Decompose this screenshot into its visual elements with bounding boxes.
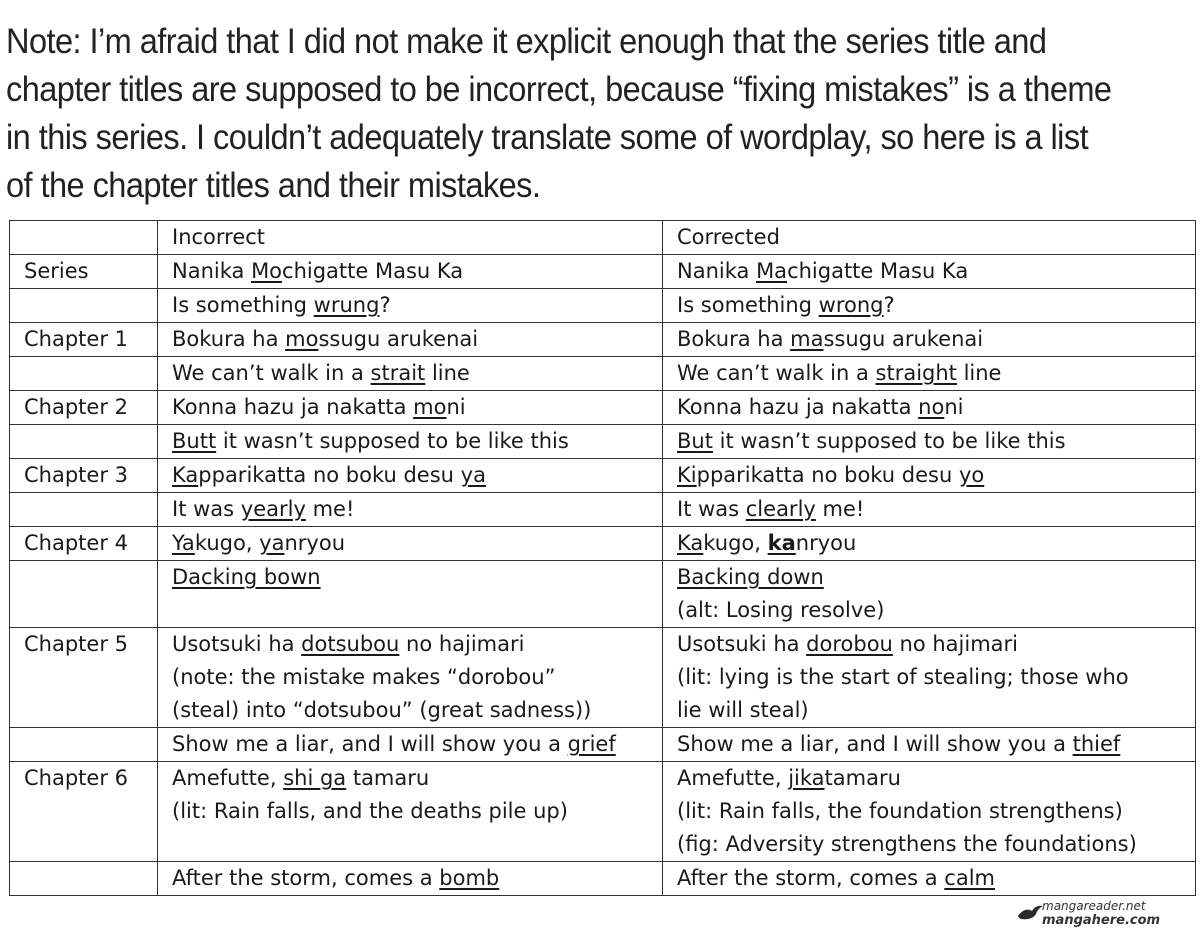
cell-text: We can’t walk in a — [677, 361, 876, 385]
cell-line — [172, 357, 654, 390]
cell-line — [677, 425, 1187, 458]
table-row — [10, 561, 1196, 628]
corrected-cell — [663, 728, 1196, 762]
cell-line — [172, 762, 654, 795]
table-row — [10, 459, 1196, 493]
row-label — [10, 862, 158, 896]
marked-text: thief — [1072, 732, 1121, 756]
row-label: Chapter 3 — [10, 459, 158, 493]
incorrect-cell — [158, 493, 663, 527]
table-body — [10, 221, 1196, 896]
cell-text: Konna hazu ja nakatta — [172, 395, 414, 419]
cell-text: no hajimari — [892, 632, 1019, 656]
cell-text: Bokura ha — [172, 327, 286, 351]
cell-text: it wasn’t supposed to be like this — [216, 429, 569, 453]
cell-text: ? — [379, 293, 391, 317]
table-row — [10, 289, 1196, 323]
corrected-cell — [663, 762, 1196, 862]
cell-text: Usotsuki ha — [677, 632, 807, 656]
table-row — [10, 391, 1196, 425]
table-row — [10, 425, 1196, 459]
column-header: Incorrect — [158, 221, 663, 255]
cell-text: ni — [944, 395, 964, 419]
watermark — [1016, 900, 1186, 930]
marked-text: Ka — [172, 463, 199, 487]
cell-line — [677, 391, 1187, 424]
marked-text: dotsubou — [301, 632, 400, 656]
cell-text: Nanika — [172, 259, 252, 283]
cell-text: (lit: Rain falls, and the deaths pile up) — [172, 799, 568, 823]
marked-text: clearly — [745, 497, 816, 521]
cell-text: Bokura ha — [677, 327, 791, 351]
watermark-line-2: mangahere.com — [1042, 913, 1161, 928]
column-header: Corrected — [663, 221, 1196, 255]
marked-text: no — [918, 395, 945, 419]
row-label — [10, 425, 158, 459]
row-label — [10, 561, 158, 628]
table-row — [10, 628, 1196, 728]
table-row — [10, 493, 1196, 527]
incorrect-cell — [158, 459, 663, 493]
cell-text: (fig: Adversity strengthens the foundations) — [677, 832, 1137, 856]
cell-text: pparikatta no boku desu — [696, 463, 959, 487]
cell-line — [677, 661, 1187, 694]
corrected-cell — [663, 527, 1196, 561]
row-label — [10, 728, 158, 762]
cell-line — [172, 561, 654, 594]
corrected-cell — [663, 425, 1196, 459]
row-label: Chapter 1 — [10, 323, 158, 357]
cell-text: me! — [305, 497, 355, 521]
row-label: Chapter 5 — [10, 628, 158, 728]
cell-text: Amefutte, — [172, 766, 284, 790]
incorrect-cell — [158, 628, 663, 728]
cell-line — [677, 255, 1187, 288]
cell-text: Show me a liar, and I will show you a — [677, 732, 1073, 756]
incorrect-cell — [158, 561, 663, 628]
marked-text: wrung — [313, 293, 380, 317]
cell-line — [172, 289, 654, 322]
cell-line — [172, 862, 654, 895]
marked-text: Mo — [251, 259, 283, 283]
cell-line — [172, 493, 654, 526]
cell-line — [172, 728, 654, 761]
table-row — [10, 762, 1196, 862]
marked-text: Ka — [677, 531, 704, 555]
corrected-cell — [663, 862, 1196, 896]
marked-text: Dacking bown — [172, 565, 321, 589]
marked-text: ya — [259, 531, 285, 555]
cell-line — [677, 728, 1187, 761]
table-row — [10, 255, 1196, 289]
cell-line — [677, 762, 1187, 795]
cell-text: ? — [883, 293, 895, 317]
marked-text: Ya — [172, 531, 195, 555]
cell-text: tamaru — [824, 766, 901, 790]
cell-line — [172, 391, 654, 424]
cell-text: tamaru — [346, 766, 430, 790]
incorrect-cell — [158, 862, 663, 896]
column-header — [10, 221, 158, 255]
incorrect-cell — [158, 762, 663, 862]
table-row — [10, 357, 1196, 391]
incorrect-cell — [158, 255, 663, 289]
cell-line — [172, 694, 654, 727]
incorrect-cell — [158, 357, 663, 391]
table-row — [10, 527, 1196, 561]
watermark-line-1: mangareader.net — [1042, 899, 1146, 913]
incorrect-cell — [158, 323, 663, 357]
marked-text: yo — [958, 463, 985, 487]
corrected-cell — [663, 289, 1196, 323]
corrected-cell — [663, 255, 1196, 289]
cell-text: (alt: Losing resolve) — [677, 598, 885, 622]
cell-text: it wasn’t supposed to be like this — [712, 429, 1066, 453]
marked-text: But — [677, 429, 713, 453]
cell-line — [677, 694, 1187, 727]
marked-text: grief — [567, 732, 616, 756]
cell-text: kugo, — [703, 531, 768, 555]
corrected-cell — [663, 391, 1196, 425]
marked-text: Ki — [677, 463, 697, 487]
translator-note: Note: I’m afraid that I did not make it explicit enough that the series title and chapter titles are supposed to be incorrect, because “fixing mistakes” is a theme in this series. I couldn’t adequately translate some of wordplay, so here is a list of the chapter titles and their mistakes. — [6, 22, 1112, 205]
cell-text: Konna hazu ja nakatta — [677, 395, 919, 419]
cell-text: It was — [172, 497, 241, 521]
cell-text: We can’t walk in a — [172, 361, 371, 385]
row-label — [10, 357, 158, 391]
marked-text: shi ga — [283, 766, 347, 790]
row-label: Chapter 4 — [10, 527, 158, 561]
row-label — [10, 493, 158, 527]
cell-text: It was — [677, 497, 746, 521]
cell-text: me! — [815, 497, 865, 521]
cell-line — [677, 828, 1187, 861]
cell-text: line — [425, 361, 470, 385]
incorrect-cell — [158, 527, 663, 561]
cell-text: After the storm, comes a — [677, 866, 945, 890]
corrected-cell — [663, 493, 1196, 527]
cell-line — [677, 628, 1187, 661]
table-header-row — [10, 221, 1196, 255]
chapter-titles-table — [9, 220, 1196, 896]
cell-text: line — [956, 361, 1002, 385]
marked-text: yearly — [240, 497, 306, 521]
cell-line — [172, 255, 654, 288]
cell-text: nryou — [795, 531, 857, 555]
marked-text: strait — [370, 361, 426, 385]
marked-text: ma — [790, 327, 824, 351]
cell-line — [677, 357, 1187, 390]
cell-line — [172, 425, 654, 458]
marked-text: Ma — [756, 259, 788, 283]
row-label — [10, 289, 158, 323]
cell-line — [677, 459, 1187, 492]
cell-line — [677, 527, 1187, 560]
cell-text: chigatte Masu Ka — [787, 259, 969, 283]
cell-text: kugo, — [194, 531, 260, 555]
cell-text: Is something — [677, 293, 819, 317]
cell-line — [677, 862, 1187, 895]
cell-text: ssugu arukenai — [823, 327, 984, 351]
corrected-cell — [663, 628, 1196, 728]
cell-line — [172, 323, 654, 356]
incorrect-cell — [158, 289, 663, 323]
cell-text: (note: the mistake makes “dorobou” — [172, 665, 556, 689]
cell-text: Nanika — [677, 259, 757, 283]
cell-line — [172, 795, 654, 828]
corrected-cell — [663, 323, 1196, 357]
cell-text: lie will steal) — [677, 698, 809, 722]
marked-text: Backing down — [677, 565, 824, 589]
marked-text: ya — [460, 463, 486, 487]
bird-silhouette-icon — [1016, 902, 1044, 924]
incorrect-cell — [158, 728, 663, 762]
row-label: Chapter 2 — [10, 391, 158, 425]
row-label: Chapter 6 — [10, 762, 158, 862]
marked-text: calm — [944, 866, 995, 890]
cell-line — [172, 527, 654, 560]
cell-text: (steal) into “dotsubou” (great sadness)) — [172, 698, 592, 722]
marked-text: dorobou — [806, 632, 893, 656]
marked-text: wrong — [818, 293, 884, 317]
marked-text: straight — [875, 361, 957, 385]
marked-text: Butt — [172, 429, 217, 453]
row-label: Series — [10, 255, 158, 289]
cell-line — [677, 795, 1187, 828]
table-row — [10, 862, 1196, 896]
cell-text: ni — [446, 395, 466, 419]
marked-text: mo — [413, 395, 447, 419]
cell-text: ssugu arukenai — [318, 327, 479, 351]
cell-line — [677, 289, 1187, 322]
cell-text: Is something — [172, 293, 314, 317]
cell-line — [172, 628, 654, 661]
marked-text: mo — [285, 327, 319, 351]
cell-line — [677, 493, 1187, 526]
marked-text: jika — [788, 766, 825, 790]
corrected-cell — [663, 561, 1196, 628]
cell-line — [172, 459, 654, 492]
cell-line — [677, 561, 1187, 594]
cell-text: Show me a liar, and I will show you a — [172, 732, 568, 756]
cell-text: nryou — [284, 531, 345, 555]
cell-line — [172, 661, 654, 694]
cell-line — [677, 594, 1187, 627]
cell-text: (lit: lying is the start of stealing; those who — [677, 665, 1129, 689]
table-row — [10, 728, 1196, 762]
corrected-cell — [663, 459, 1196, 493]
marked-text: bomb — [439, 866, 500, 890]
table-row — [10, 323, 1196, 357]
incorrect-cell — [158, 425, 663, 459]
cell-text: no hajimari — [399, 632, 525, 656]
cell-text: (lit: Rain falls, the foundation strengthens) — [677, 799, 1123, 823]
cell-line — [677, 323, 1187, 356]
cell-text: chigatte Masu Ka — [282, 259, 464, 283]
cell-text: Amefutte, — [677, 766, 789, 790]
marked-text: ka — [767, 531, 796, 555]
cell-text: After the storm, comes a — [172, 866, 440, 890]
incorrect-cell — [158, 391, 663, 425]
cell-text: Usotsuki ha — [172, 632, 302, 656]
corrected-cell — [663, 357, 1196, 391]
cell-text: pparikatta no boku desu — [198, 463, 461, 487]
